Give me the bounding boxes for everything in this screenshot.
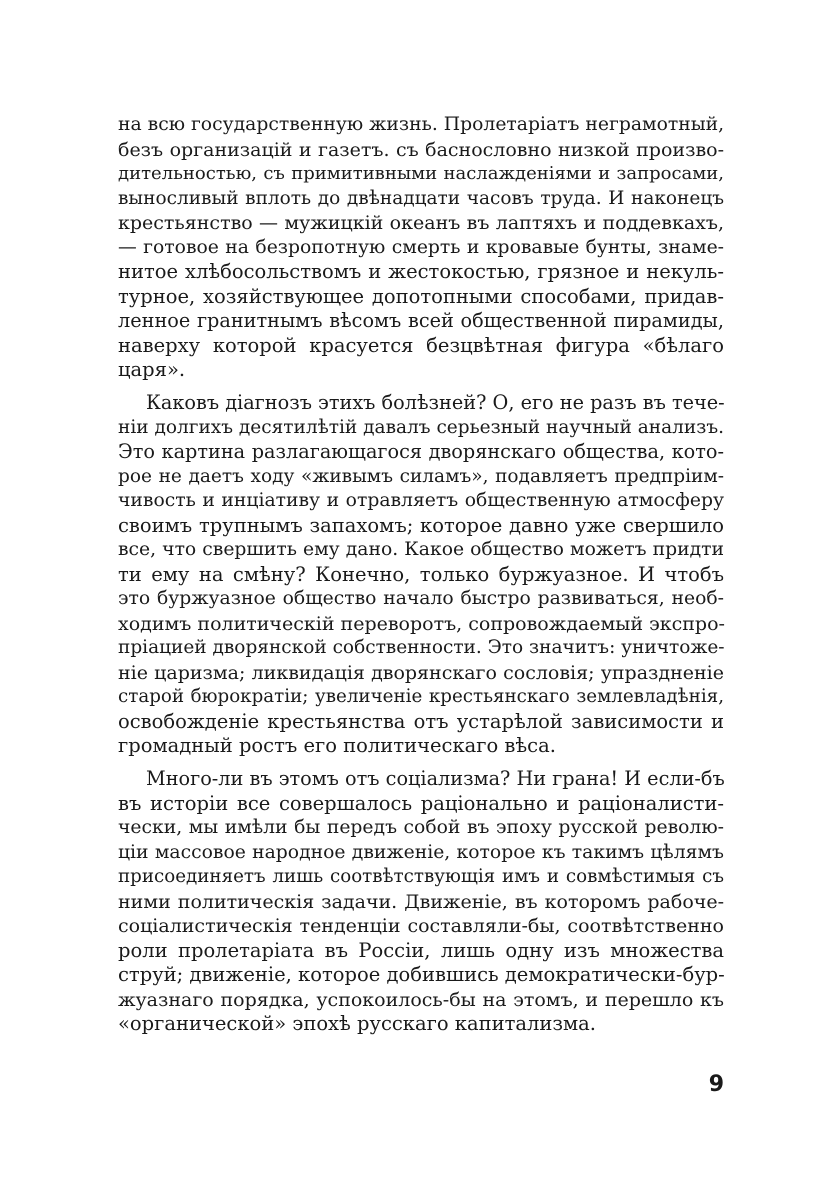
text-line: освобожденіе крестьянства отъ устарѣлой зависимости и [118, 709, 724, 733]
text-line: своимъ трупнымъ запахомъ; которое давно уже свершило [118, 513, 724, 537]
text-line: безъ организацій и газетъ. съ баснословно низкой произво- [118, 138, 724, 161]
text-line: выносливый вплоть до двѣнадцати часовъ труда. И наконецъ [118, 187, 724, 209]
text-line: ніе царизма; ликвидація дворянскаго сословія; упраздненіе [118, 661, 724, 684]
text-line: ними политическія задачи. Движеніе, въ которомъ рабоче- [118, 890, 724, 913]
text-line: Много-ли въ этомъ отъ соціализма? Ни грана! И если-бъ [146, 767, 725, 790]
text-line: наверху которой красуется безцвѣтная фигура «бѣлаго [118, 333, 724, 357]
text-line: пріацией дворянской собственности. Это значитъ: уничтоже- [118, 637, 725, 658]
text-line: въ исторіи все совершалось раціонально и раціоналисти- [118, 791, 724, 815]
text-line: старой бюрократіи; увеличеніе крестьянскаго землевладѣнія, [118, 686, 724, 707]
text-line: ніи долгихъ десятилѣтій давалъ серьезный научный анализъ. [118, 416, 724, 438]
text-line: ти ему на смѣну? Конечно, только буржуазное. И чтобъ [118, 562, 724, 586]
text-line: чивость и инціативу и отравляетъ общественную атмосферу [118, 490, 724, 511]
text-line: соціалистическія тенденціи составляли-бы, соотвѣтственно [118, 915, 724, 937]
page-number: 9 [708, 1072, 724, 1097]
text-line: струй; движеніе, которое добившись демократически-бур- [118, 963, 725, 986]
text-line: нитое хлѣбосольствомъ и жестокостью, грязное и некуль- [118, 260, 724, 283]
text-line: турное, хозяйствующее допотопными способами, придав- [118, 284, 724, 308]
text-line: — готовое на безропотную смерть и кровавые бунты, знаме- [118, 236, 724, 258]
text-line: ленное гранитнымъ вѣсомъ всей общественной пирамиды, [118, 309, 724, 332]
text-line: рое не даетъ ходу «живымъ силамъ», подавляетъ предпріим- [118, 465, 724, 487]
text-line: жуазнаго порядка, успокоилось-бы на этомъ, и перешло къ [118, 988, 724, 1011]
text-line: громадный ростъ его политическаго вѣса. [118, 734, 556, 757]
text-line: дительностью, съ примитивными наслажденіями и запросами, [118, 163, 724, 184]
text-line: Каковъ діагнозъ этихъ болѣзней? О, его не разъ въ тече- [146, 391, 725, 414]
paragraph-2 [118, 391, 724, 759]
text-line: роли пролетаріата въ Россіи, лишь одну изъ множества [118, 938, 724, 962]
text-line: ходимъ политическій переворотъ, сопровождаемый экспро- [118, 612, 725, 635]
text-line: присоединяетъ лишь соотвѣтствующія имъ и совмѣстимыя съ [118, 866, 724, 887]
text-line: чески, мы имѣли бы передъ собой въ эпоху русской револю- [118, 817, 724, 838]
paragraph-1 [118, 113, 724, 383]
text-line: на всю государственную жизнь. Пролетаріатъ неграмотный, [118, 114, 725, 135]
text-line: царя». [118, 358, 186, 381]
text-line: это буржуазное общество начало быстро развиваться, необ- [118, 588, 724, 609]
text-line: «органической» эпохѣ русскаго капитализма. [118, 1012, 597, 1035]
paragraph-3 [118, 767, 724, 1037]
text-line: Это картина разлагающагося дворянскаго общества, кото- [118, 440, 724, 463]
text-line: ціи массовое народное движеніе, которое къ такимъ цѣлямъ [118, 841, 724, 863]
text-line: крестьянство — мужицкій океанъ въ лаптяхъ и поддевкахъ, [118, 212, 724, 234]
text-line: все, что свершить ему дано. Какое общество можетъ придти [118, 539, 724, 560]
